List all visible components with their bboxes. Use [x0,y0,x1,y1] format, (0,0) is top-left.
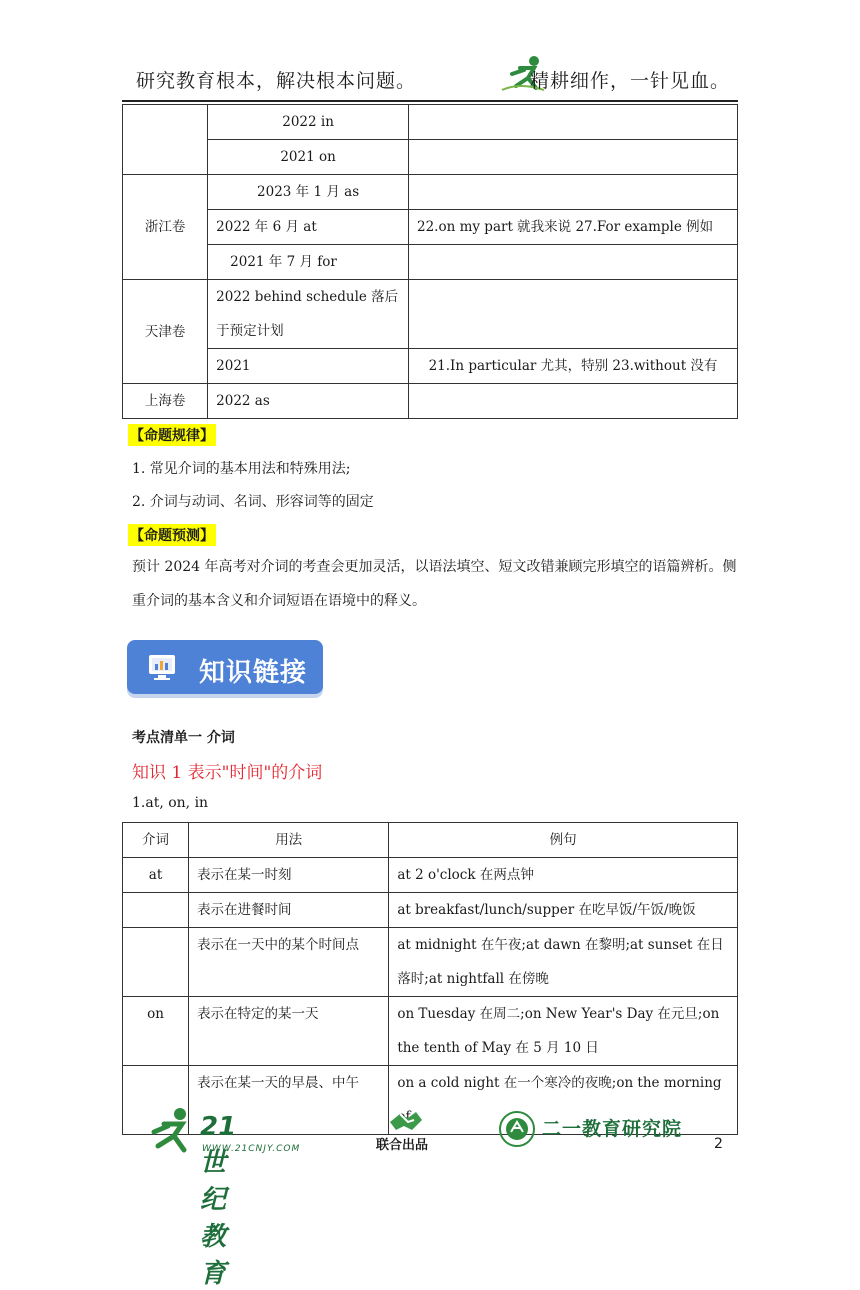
table-cell [123,893,189,928]
exam-table [122,104,738,419]
table-cell: at midnight 在午夜;at dawn 在黎明;at sunset 在日落时;at nightfall 在傍晚 [389,928,738,997]
header-motto-left: 研究教育根本，解决根本问题。 [136,70,417,92]
table-row [123,280,738,349]
logo-url-text: WWW.21CNJY.COM [202,1144,301,1154]
banner-title: 知识链接 [199,658,308,688]
table-cell [409,280,738,349]
institute-seal-icon [498,1110,536,1148]
table-cell: on a cold night 在一个寒冷的夜晚;on the morning [389,1066,738,1135]
prediction-text: 预计 2024 年高考对介词的考查会更加灵活，以语法填空、短文改错兼顾完形填空的语篇辨析。侧重介词的基本含义和介词短语在语境中的释义。 [132,559,737,609]
table-cell: at [123,858,189,893]
table-cell: 2021 年 7 月 for [208,245,409,280]
table-header: 介词 [123,823,189,858]
table-row [123,858,738,893]
table-header-row [123,823,738,858]
logo-text: 联合出品 [376,1138,429,1153]
table-cell: 表示在某一时刻 [189,858,389,893]
table-cell: 2023 年 1 月 as [208,175,409,210]
table-cell: on Tuesday 在周二;on New Year's Day 在元旦;on the tenth of May 在 5 月 10 日 [389,997,738,1066]
table-row [123,384,738,419]
table-cell: 2022 as [208,384,409,419]
table-cell: 表示在特定的某一天 [189,997,389,1066]
handshake-icon [386,1108,426,1134]
monitor-chart-icon [147,652,177,682]
table-cell: 表示在进餐时间 [189,893,389,928]
table-cell: 表示在一天中的某个时间点 [189,928,389,997]
page-header [122,52,738,102]
table-cell: 天津卷 [123,280,208,384]
table-cell: 2022 behind schedule 落后于预定计划 [208,280,409,349]
table-cell: 2022 年 6 月 at [208,210,409,245]
table-cell: 22.on my part 就我来说 27.For example 例如 [409,210,738,245]
rule-item: 2. 介词与动词、名词、形容词等的固定 [132,494,374,510]
table-cell [409,175,738,210]
table-cell: 浙江卷 [123,175,208,280]
knowledge-heading: 知识 1 表示"时间"的介词 [132,763,323,783]
table-row [123,349,738,384]
table-cell: at breakfast/lunch/supper 在吃早饭/午饭/晚饭 [389,893,738,928]
table-cell [409,384,738,419]
table-cell: 表示在某一天的早晨、中午 [189,1066,389,1135]
table-cell: at 2 o'clock 在两点钟 [389,858,738,893]
header-motto-right: 精耕细作，一针见血。 [529,70,730,92]
21cnjy-logo [150,1106,301,1289]
table-header: 用法 [189,823,389,858]
rules-tag: 【命题规律】 [128,424,216,446]
table-header: 例句 [389,823,738,858]
header-rule [122,100,738,102]
prediction-tag: 【命题预测】 [128,524,216,546]
table-cell: 2021 [208,349,409,384]
page-number: 2 [714,1136,723,1152]
rule-item: 1. 常见介词的基本用法和特殊用法; [132,461,351,477]
knowledge-link-banner [127,640,323,694]
table-cell [123,105,208,175]
table-row [123,210,738,245]
table-cell [409,245,738,280]
table-row [123,140,738,175]
logo-text: 二一教育研究院 [542,1118,683,1140]
section-title: 考点清单一 介词 [132,730,235,746]
sub-heading: 1.at, on, in [132,795,209,811]
table-cell: 21.In particular 尤其，特别 23.without 没有 [409,349,738,384]
page-footer [0,1100,860,1289]
table-cell: on [123,997,189,1066]
table-cell: 2022 in [208,105,409,140]
table-cell [409,140,738,175]
table-row [123,997,738,1066]
runner-logo-icon [150,1106,198,1154]
logo-brand-text: 21世纪教育 [200,1112,237,1289]
table-cell: 上海卷 [123,384,208,419]
research-institute-logo [498,1110,683,1152]
table-row [123,105,738,140]
table-row [123,175,738,210]
table-cell [123,928,189,997]
table-cell: 2021 on [208,140,409,175]
table-row [123,893,738,928]
table-row [123,245,738,280]
table-cell [409,105,738,140]
table-row [123,928,738,997]
preposition-table [122,822,738,1135]
